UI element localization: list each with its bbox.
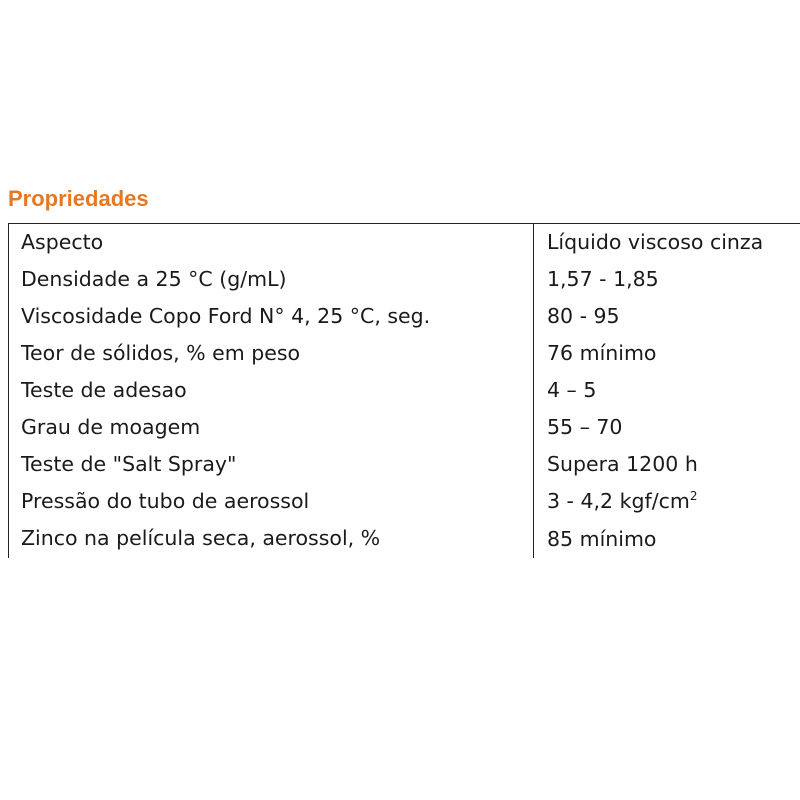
property-name: Teste de "Salt Spray" <box>9 445 534 482</box>
property-value: 4 – 5 <box>547 378 597 402</box>
table-row <box>9 224 800 261</box>
property-value: Líquido viscoso cinza <box>534 224 800 261</box>
property-name: Densidade a 25 °C (g/mL) <box>9 261 534 298</box>
table-row <box>9 261 800 298</box>
property-name: Viscosidade Copo Ford N° 4, 25 °C, seg. <box>9 298 534 335</box>
table-row <box>9 408 800 445</box>
property-name: Aspecto <box>9 224 534 261</box>
property-value: 1,57 - 1,85 <box>547 267 659 292</box>
property-name: Teor de sólidos, % em peso <box>9 335 534 372</box>
table-row <box>9 482 800 519</box>
property-name: Grau de moagem <box>9 408 534 445</box>
property-name: Teste de adesao <box>9 372 534 409</box>
property-value: Supera 1200 h <box>547 451 698 476</box>
property-name: Pressão do tubo de aerossol <box>9 482 534 519</box>
unit-exponent: 2 <box>689 488 698 503</box>
properties-table <box>8 223 800 558</box>
property-value-text: 3 - 4,2 kgf/cm <box>547 488 690 513</box>
table-row <box>9 298 800 335</box>
table-row <box>9 335 800 372</box>
property-value <box>534 482 800 519</box>
section-title: Propriedades <box>8 186 149 211</box>
property-value: 76 mínimo <box>547 341 657 366</box>
table-row <box>9 445 800 482</box>
property-value: 80 - 95 <box>547 304 620 329</box>
property-name: Zinco na película seca, aerossol, % <box>9 519 534 558</box>
table-row <box>9 372 800 409</box>
table-row <box>9 519 800 558</box>
property-value: 85 mínimo <box>547 526 657 551</box>
property-value: 55 – 70 <box>547 414 623 439</box>
